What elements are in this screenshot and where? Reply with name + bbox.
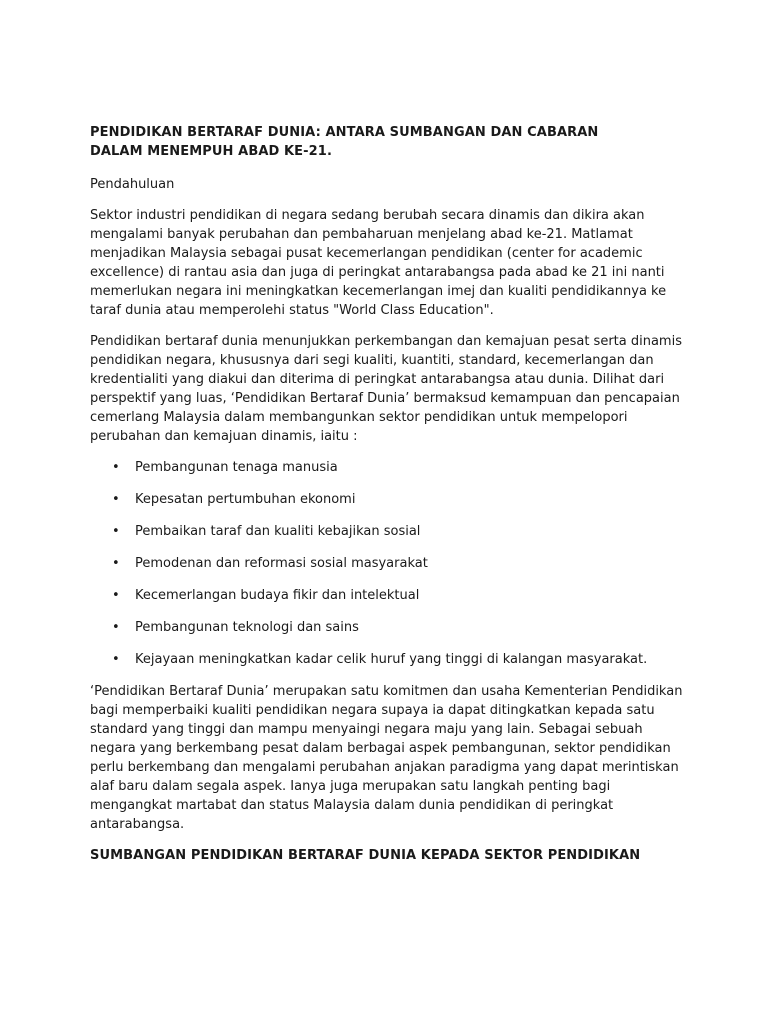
list-item	[90, 522, 690, 541]
bullet-icon: •	[112, 556, 120, 571]
document-title-line-1: PENDIDIKAN BERTARAF DUNIA: ANTARA SUMBANGAN DAN CABARAN	[90, 125, 599, 140]
list-item-text: Pembangunan tenaga manusia	[135, 460, 338, 475]
document-page	[90, 123, 690, 865]
bullet-icon: •	[112, 492, 120, 507]
bullet-icon: •	[112, 620, 120, 635]
list-item	[90, 554, 690, 573]
list-item-text: Kejayaan meningkatkan kadar celik huruf yang tinggi di kalangan masyarakat.	[135, 652, 648, 667]
list-item-text: Pemodenan dan reformasi sosial masyarakat	[135, 556, 428, 571]
list-item-text: Pembaikan taraf dan kualiti kebajikan sosial	[135, 524, 421, 539]
list-item	[90, 586, 690, 605]
bullet-icon: •	[112, 524, 120, 539]
intro-heading: Pendahuluan	[90, 177, 175, 192]
list-item	[90, 650, 690, 669]
bullet-icon: •	[112, 652, 120, 667]
bullet-icon: •	[112, 588, 120, 603]
bullet-list	[90, 458, 690, 669]
list-item	[90, 458, 690, 477]
section-heading: SUMBANGAN PENDIDIKAN BERTARAF DUNIA KEPADA SEKTOR PENDIDIKAN	[90, 848, 641, 863]
document-title-line-2: DALAM MENEMPUH ABAD KE-21.	[90, 144, 332, 159]
bullet-icon: •	[112, 460, 120, 475]
list-item	[90, 618, 690, 637]
document-title	[90, 123, 690, 161]
paragraph-commitment: ‘Pendidikan Bertaraf Dunia’ merupakan satu komitmen dan usaha Kementerian Pendidikan bagi memperbaiki kualiti pendidikan negara supaya ia dapat ditingkatkan kepada satu standard yang tinggi dan mampu menyaingi negara maju yang lain. Sebagai sebuah negara yang berkembang pesat dalam berbagai aspek pembangunan, sektor pendidikan perlu berkembang dan mengalami perubahan anjakan paradigma yang dapat merintiskan alaf baru dalam segala aspek. Ianya juga merupakan satu langkah penting bagi mengangkat martabat dan status Malaysia dalam dunia pendidikan di peringkat antarabangsa.	[90, 684, 683, 832]
paragraph-definition: Pendidikan bertaraf dunia menunjukkan perkembangan dan kemajuan pesat serta dinamis pendidikan negara, khususnya dari segi kualiti, kuantiti, standard, kecemerlangan dan kredentialiti yang diakui dan diterima di peringkat antarabangsa atau dunia. Dilihat dari perspektif yang luas, ‘Pendidikan Bertaraf Dunia’ bermaksud kemampuan dan pencapaian cemerlang Malaysia dalam membangunkan sektor pendidikan untuk mempelopori perubahan dan kemajuan dinamis, iaitu :	[90, 334, 682, 444]
paragraph-intro: Sektor industri pendidikan di negara sedang berubah secara dinamis dan dikira akan mengalami banyak perubahan dan pembaharuan menjelang abad ke-21. Matlamat menjadikan Malaysia sebagai pusat kecemerlangan pendidikan (center for academic excellence) di rantau asia dan juga di peringkat antarabangsa pada abad ke 21 ini nanti memerlukan negara ini meningkatkan kecemerlangan imej dan kualiti pendidikannya ke taraf dunia atau memperolehi status "World Class Education".	[90, 208, 667, 318]
list-item-text: Kecemerlangan budaya fikir dan intelektual	[135, 588, 420, 603]
list-item-text: Kepesatan pertumbuhan ekonomi	[135, 492, 356, 507]
list-item-text: Pembangunan teknologi dan sains	[135, 620, 359, 635]
list-item	[90, 490, 690, 509]
